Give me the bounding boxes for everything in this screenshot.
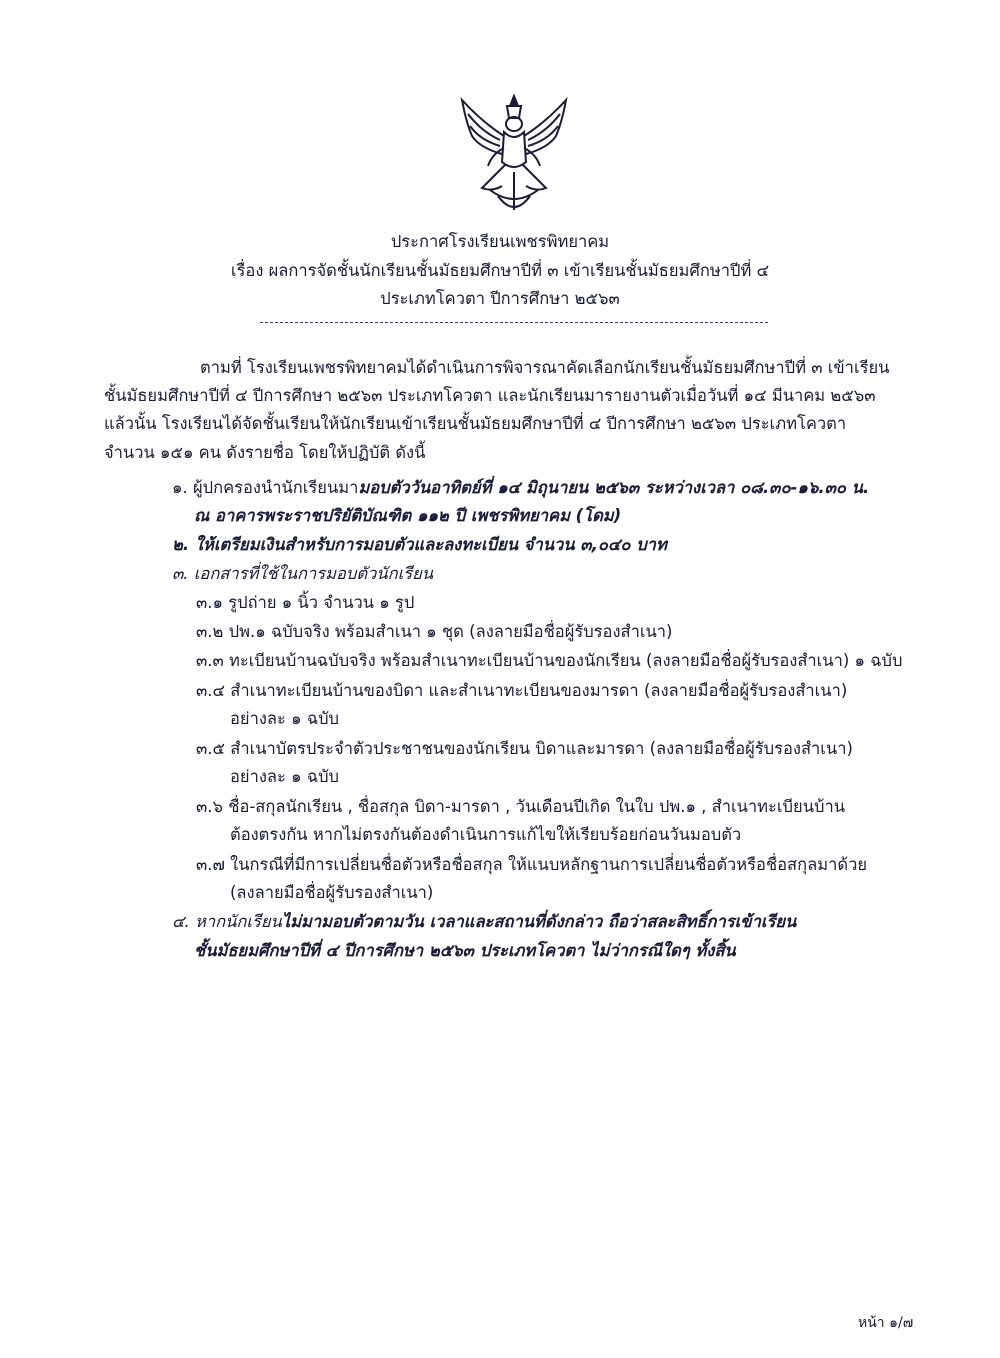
item-3-2: ๓.๒ ปพ.๑ ฉบับจริง พร้อมสำเนา ๑ ชุด (ลงลายมือชื่อผู้รับรองสำเนา) [196, 622, 673, 641]
intro-line-2: ชั้นมัธยมศึกษาปีที่ ๔ ปีการศึกษา ๒๕๖๓ ประเภทโควตา และนักเรียนมารายงานตัวเมื่อวันที่ ๑๔ มีนาคม ๒๕๖๓ [104, 386, 876, 405]
announcement-title: ประกาศโรงเรียนเพชรพิทยาคม [390, 232, 610, 251]
item-4-emphasis: ไม่มามอบตัวตามวัน เวลาและสถานที่ดังกล่าว ถือว่าสละสิทธิ์การเข้าเรียน [281, 912, 797, 931]
item-3-3: ๓.๓ ทะเบียนบ้านฉบับจริง พร้อมสำเนาทะเบียนบ้านของนักเรียน (ลงลายมือชื่อผู้รับรองสำเนา) ๑ ฉบับ [196, 651, 903, 670]
intro-line-1: ตามที่ โรงเรียนเพชรพิทยาคมได้ดำเนินการพิจารณาคัดเลือกนักเรียนชั้นมัธยมศึกษาปีที่ ๓ เข้าเรียน [200, 358, 890, 377]
announcement-subject: เรื่อง ผลการจัดชั้นนักเรียนชั้นมัธยมศึกษาปีที่ ๓ เข้าเรียนชั้นมัธยมศึกษาปีที่ ๔ [230, 261, 770, 280]
item-3-4: ๓.๔ สำเนาทะเบียนบ้านของบิดา และสำเนาทะเบียนของมารดา (ลงลายมือชื่อผู้รับรองสำเนา) [196, 681, 848, 700]
garuda-emblem-icon [452, 92, 577, 220]
item-3-7: ๓.๗ ในกรณีที่มีการเปลี่ยนชื่อตัวหรือชื่อสกุล ให้แนบหลักฐานการเปลี่ยนชื่อตัวหรือชื่อสกุลมาด้วย [196, 855, 868, 874]
item-3-5-cont: อย่างละ ๑ ฉบับ [230, 767, 340, 786]
item-1 [172, 478, 869, 498]
header-divider [260, 322, 768, 323]
item-4 [172, 912, 796, 932]
item-1-emphasis: มอบตัววันอาทิตย์ที่ ๑๔ มิถุนายน ๒๕๖๓ ระหว่างเวลา ๐๘.๓๐-๑๖.๓๐ น. [358, 478, 870, 497]
item-1-prefix: ๑. ผู้ปกครองนำนักเรียนมา [172, 478, 359, 497]
page-number: หน้า ๑/๗ [858, 1315, 914, 1331]
announcement-subtitle: ประเภทโควตา ปีการศึกษา ๒๕๖๓ [380, 289, 620, 308]
intro-line-3: แล้วนั้น โรงเรียนได้จัดชั้นเรียนให้นักเรียนเข้าเรียนชั้นมัธยมศึกษาปีที่ ๔ ปีการศึกษา ๒๕๖๓ ประเภทโควตา [104, 414, 847, 433]
item-3-6-cont: ต้องตรงกัน หากไม่ตรงกันต้องดำเนินการแก้ไขให้เรียบร้อยก่อนวันมอบตัว [230, 825, 742, 844]
item-3-5: ๓.๕ สำเนาบัตรประจำตัวประชาชนของนักเรียน บิดาและมารดา (ลงลายมือชื่อผู้รับรองสำเนา) [196, 739, 853, 758]
item-2: ๒. ให้เตรียมเงินสำหรับการมอบตัวและลงทะเบียน จำนวน ๓,๐๔๐ บาท [172, 535, 667, 554]
item-3-7-cont: (ลงลายมือชื่อผู้รับรองสำเนา) [230, 883, 434, 902]
item-4-prefix: ๔. หากนักเรียน [172, 912, 282, 931]
intro-line-4: จำนวน ๑๕๑ คน ดังรายชื่อ โดยให้ปฏิบัติ ดังนี้ [104, 443, 426, 462]
item-3-1: ๓.๑ รูปถ่าย ๑ นิ้ว จำนวน ๑ รูป [196, 593, 415, 612]
item-3-6: ๓.๖ ชื่อ-สกุลนักเรียน , ชื่อสกุล บิดา-มารดา , วันเดือนปีเกิด ในใบ ปพ.๑ , สำเนาทะเบียนบ้าน [196, 797, 845, 816]
item-3-4-cont: อย่างละ ๑ ฉบับ [230, 709, 340, 728]
item-4-cont: ชั้นมัธยมศึกษาปีที่ ๔ ปีการศึกษา ๒๕๖๓ ประเภทโควตา ไม่ว่ากรณีใดๆ ทั้งสิ้น [194, 941, 736, 960]
item-3-title: ๓. เอกสารที่ใช้ในการมอบตัวนักเรียน [172, 564, 434, 583]
item-1-location: ณ อาคารพระราชปริยัติบัณฑิต ๑๑๒ ปี เพชรพิทยาคม (โดม) [194, 506, 622, 525]
